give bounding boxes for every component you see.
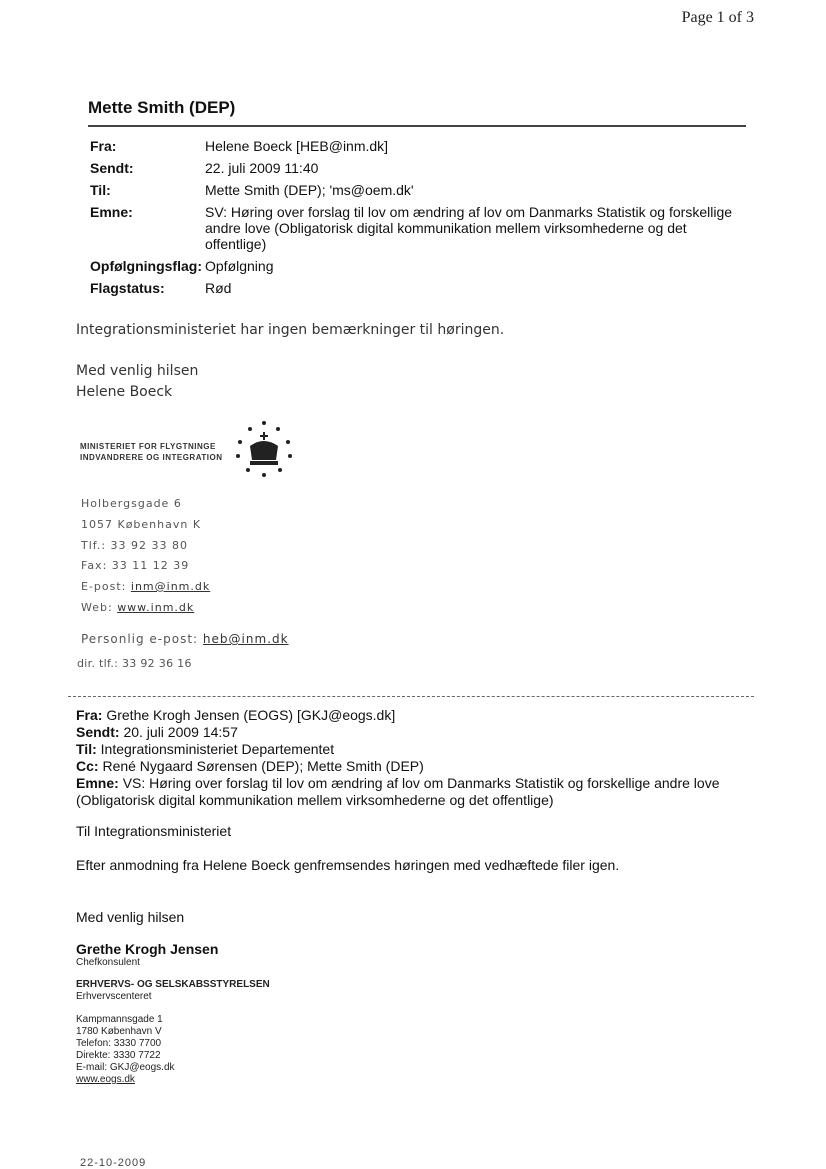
logo-line-1: MINISTERIET FOR FLYGTNINGE	[80, 442, 216, 451]
web-link[interactable]: www.inm.dk	[117, 601, 195, 614]
address-phone: Tlf.: 33 92 33 80	[81, 539, 189, 552]
fwd-to-value: Integrationsministeriet Departementet	[100, 741, 335, 757]
header-row-followup-flag	[90, 258, 740, 280]
email-label: E-post:	[81, 580, 131, 593]
mailbox-owner-title: Mette Smith (DEP)	[88, 98, 236, 117]
fwd-cc-value: René Nygaard Sørensen (DEP); Mette Smith (DEP)	[102, 758, 424, 774]
header-value: Opfølgning	[205, 258, 274, 274]
header-label: Sendt:	[90, 160, 134, 176]
signature-dept: Erhvervscenteret	[76, 991, 152, 1002]
forwarded-header	[76, 707, 746, 809]
signature-address	[76, 1014, 175, 1086]
header-value: Rød	[205, 280, 232, 296]
fwd-from-value: Grethe Krogh Jensen (EOGS) [GKJ@eogs.dk]	[106, 707, 396, 723]
address-fax: Fax: 33 11 12 39	[81, 559, 190, 572]
header-row-flag-status	[90, 280, 740, 302]
fwd-to-label: Til:	[76, 741, 97, 757]
address-street: Holbergsgade 6	[81, 497, 182, 510]
header-value: Mette Smith (DEP); 'ms@oem.dk'	[205, 182, 414, 198]
fwd-cc-line	[76, 758, 746, 775]
fwd-subject-line	[76, 775, 746, 809]
header-value: Helene Boeck [HEB@inm.dk]	[205, 138, 389, 154]
footer-date-fragment: 22-10-2009	[80, 1157, 147, 1169]
reply-greeting: Med venlig hilsen	[76, 363, 199, 379]
address-web-line	[81, 601, 194, 614]
header-label: Flagstatus:	[90, 280, 165, 296]
personal-email-line	[81, 632, 289, 646]
signature-name: Grethe Krogh Jensen	[76, 941, 219, 957]
header-label: Fra:	[90, 138, 117, 154]
personal-email-link[interactable]: heb@inm.dk	[202, 632, 289, 646]
header-label: Opfølgningsflag:	[90, 258, 202, 274]
signature-direct: Direkte: 3330 7722	[76, 1050, 161, 1061]
header-value: SV: Høring over forslag til lov om ændring af lov om Danmarks Statistik og forskellige andre love (Obligatorisk digital kommunikation mellem virksomhederne og det offentlige)	[205, 204, 733, 252]
email-header-table	[90, 138, 740, 302]
fwd-sent-line	[76, 724, 746, 741]
fwd-from-label: Fra:	[76, 707, 103, 723]
signature-street: Kampmannsgade 1	[76, 1014, 163, 1025]
page-number: Page 1 of 3	[681, 9, 754, 26]
reply-sender-name: Helene Boeck	[76, 384, 173, 400]
web-label: Web:	[81, 601, 118, 614]
logo-line-2: INDVANDRERE OG INTEGRATION	[80, 453, 223, 462]
fwd-to-line	[76, 741, 746, 758]
header-row-to	[90, 182, 740, 204]
header-row-from	[90, 138, 740, 160]
fwd-sent-value: 20. juli 2009 14:57	[123, 724, 238, 740]
fwd-greeting: Med venlig hilsen	[76, 909, 185, 925]
crown-emblem-icon	[228, 418, 300, 480]
signature-title: Chefkonsulent	[76, 957, 140, 968]
header-label: Til:	[90, 182, 111, 198]
fwd-from-line	[76, 707, 746, 724]
signature-phone: Telefon: 3330 7700	[76, 1038, 162, 1049]
fwd-subject-value: VS: Høring over forslag til lov om ændring af lov om Danmarks Statistik og forskellige andre love (Obligatorisk digital kommunikation mellem virksomhederne og det offentlige)	[76, 775, 720, 808]
forward-divider	[68, 696, 754, 697]
fwd-subject-label: Emne:	[76, 775, 119, 791]
address-email-line	[81, 580, 210, 593]
personal-email-label: Personlig e-post:	[81, 632, 203, 646]
header-divider	[88, 125, 746, 127]
direct-phone: dir. tlf.: 33 92 36 16	[77, 657, 192, 670]
header-value: 22. juli 2009 11:40	[205, 160, 319, 176]
fwd-message: Efter anmodning fra Helene Boeck genfremsendes høringen med vedhæftede filer igen.	[76, 857, 620, 873]
fwd-cc-label: Cc:	[76, 758, 99, 774]
address-city: 1057 København K	[81, 518, 202, 531]
header-row-subject	[90, 204, 740, 258]
fwd-sent-label: Sendt:	[76, 724, 120, 740]
header-row-sent	[90, 160, 740, 182]
ministry-logo-text	[80, 441, 222, 463]
fwd-salutation: Til Integrationsministeriet	[76, 823, 232, 839]
header-label: Emne:	[90, 204, 133, 220]
signature-org: ERHVERVS- OG SELSKABSSTYRELSEN	[76, 979, 270, 990]
signature-city: 1780 København V	[76, 1026, 162, 1037]
email-link[interactable]: inm@inm.dk	[130, 580, 211, 593]
reply-message: Integrationsministeriet har ingen bemærkninger til høringen.	[76, 322, 505, 338]
signature-email: E-mail: GKJ@eogs.dk	[76, 1062, 175, 1073]
signature-web-link[interactable]: www.eogs.dk	[76, 1074, 135, 1085]
